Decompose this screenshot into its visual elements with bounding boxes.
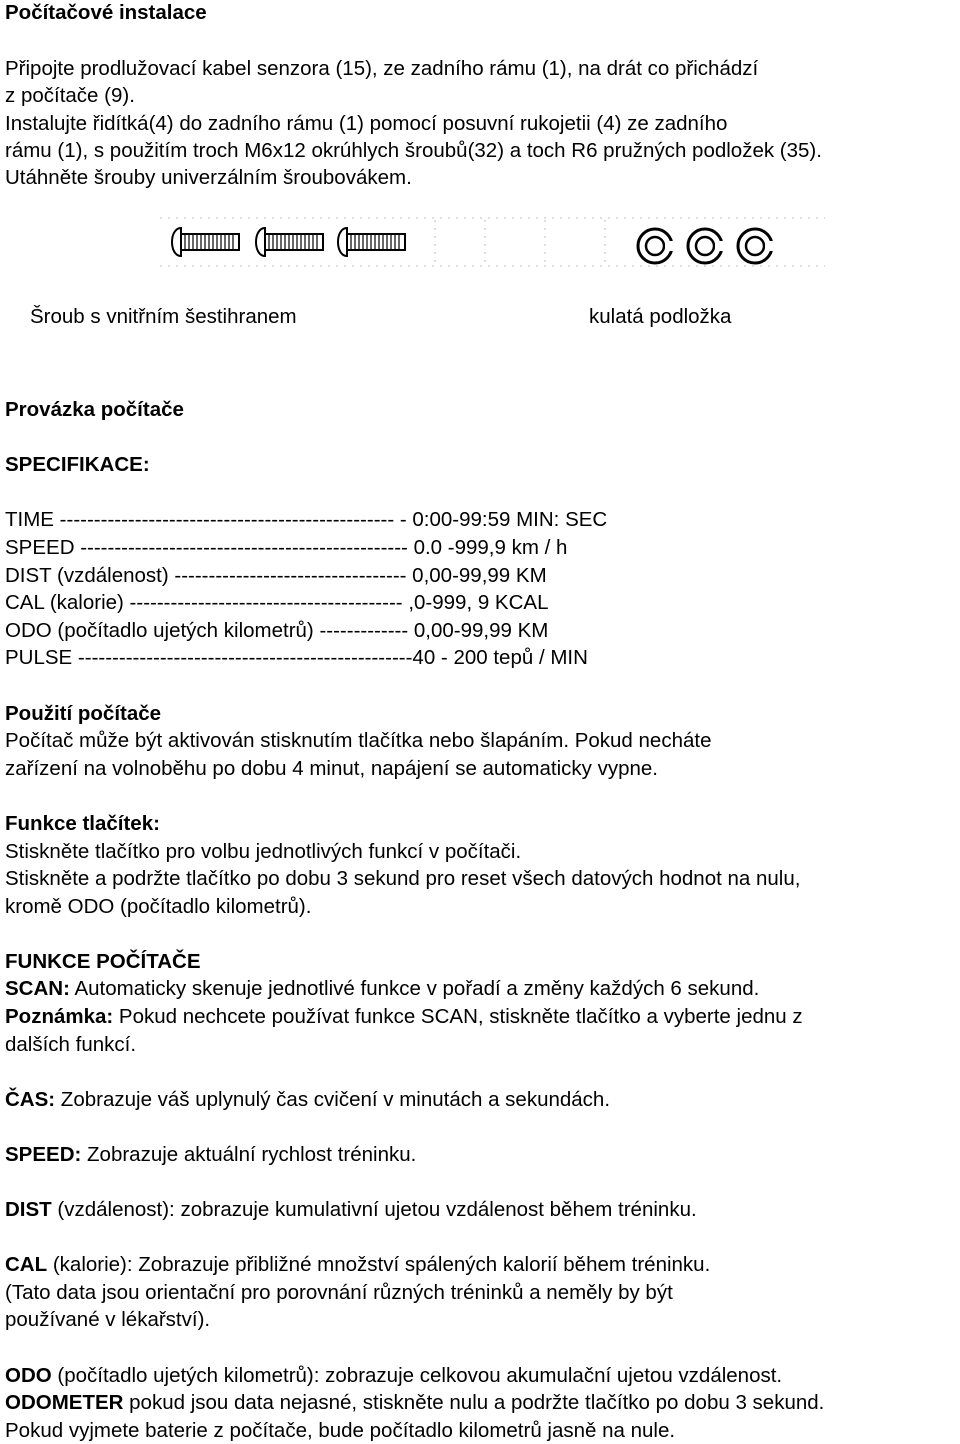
spec-row-speed: SPEED ------------------------------------------------ 0.0 -999,9 km / h	[5, 536, 568, 559]
screw-icon	[256, 228, 323, 256]
speed-term: SPEED:	[5, 1143, 82, 1166]
usage-heading: Použití počítače	[5, 702, 162, 725]
buttons-line-1: Stiskněte tlačítko pro volbu jednotlivých funkcí v počítači.	[5, 840, 522, 863]
odometer-line	[5, 1389, 824, 1416]
cal-line-2: (Tato data jsou orientační pro porovnání různých tréninků a neměly by být	[5, 1281, 673, 1304]
odometer-term: ODOMETER	[5, 1391, 124, 1414]
odo-term: ODO	[5, 1364, 52, 1387]
odo-text: (počítadlo ujetých kilometrů): zobrazuje celkovou akumulační ujetou vzdálenost.	[51, 1364, 783, 1387]
washer-label: kulatá podložka	[589, 305, 732, 328]
scan-text: Automaticky skenuje jednotlivé funkce v pořadí a změny každých 6 sekund.	[69, 977, 760, 1000]
install-heading: Počítačové instalace	[5, 1, 207, 24]
scan-term: SCAN:	[5, 977, 70, 1000]
screw-icon	[338, 228, 405, 256]
odo-line	[5, 1362, 782, 1389]
usage-line-2: zařízení na volnoběhu po dobu 4 minut, napájení se automaticky vypne.	[5, 757, 659, 780]
screw-label: Šroub s vnitřním šestihranem	[30, 305, 297, 328]
cal-line	[5, 1251, 710, 1278]
cable-heading: Provázka počítače	[5, 398, 184, 421]
spec-row-time: TIME ------------------------------------------------- - 0:00-99:59 MIN: SEC	[5, 508, 608, 531]
install-line-2: z počítače (9).	[5, 84, 135, 107]
cal-line-3: používané v lékařství).	[5, 1308, 211, 1331]
spec-row-pulse: PULSE -------------------------------------------------40 - 200 tepů / MIN	[5, 646, 588, 669]
buttons-line-2: Stiskněte a podržte tlačítko po dobu 3 sekund pro reset všech datových hodnot na nulu,	[5, 867, 801, 890]
note-term: Poznámka:	[5, 1005, 114, 1028]
functions-heading: FUNKCE POČÍTAČE	[5, 950, 201, 973]
install-line-5: Utáhněte šrouby univerzálním šroubovákem.	[5, 166, 412, 189]
speed-text: Zobrazuje aktuální rychlost tréninku.	[81, 1143, 417, 1166]
dist-term: DIST	[5, 1198, 52, 1221]
install-line-3: Instalujte řidítká(4) do zadního rámu (1) pomocí posuvní rukojetii (4) ze zadního	[5, 112, 728, 135]
cal-term: CAL	[5, 1253, 48, 1276]
time-text: Zobrazuje váš uplynulý čas cvičení v minutách a sekundách.	[55, 1088, 611, 1111]
spec-heading: SPECIFIKACE:	[5, 453, 150, 476]
note-text: Pokud nechcete používat funkce SCAN, stiskněte tlačítko a vyberte jednu z	[113, 1005, 803, 1028]
usage-line-1: Počítač může být aktivován stisknutím tlačítka nebo šlapáním. Pokud necháte	[5, 729, 712, 752]
time-term: ČAS:	[5, 1088, 56, 1111]
note-line-2: dalších funkcí.	[5, 1033, 137, 1056]
parts-illustration	[145, 210, 835, 272]
dist-line	[5, 1196, 697, 1223]
washer-icon	[738, 229, 777, 263]
time-line	[5, 1086, 610, 1113]
buttons-line-3: kromě ODO (počítadlo kilometrů).	[5, 895, 312, 918]
install-line-1: Připojte prodlužovací kabel senzora (15), ze zadního rámu (1), na drát co přichádzí	[5, 57, 759, 80]
speed-line	[5, 1141, 416, 1168]
scan-line	[5, 975, 759, 1002]
odometer-text: pokud jsou data nejasné, stiskněte nulu a podržte tlačítko po dobu 3 sekund.	[123, 1391, 825, 1414]
screw-icon	[172, 228, 239, 256]
spec-row-odo: ODO (počítadlo ujetých kilometrů) ------------- 0,00-99,99 KM	[5, 619, 549, 642]
spec-row-cal: CAL (kalorie) ---------------------------------------- ,0-999, 9 KCAL	[5, 591, 549, 614]
washer-icon	[638, 229, 677, 263]
dist-text: (vzdálenost): zobrazuje kumulativní ujetou vzdálenost během tréninku.	[51, 1198, 697, 1221]
washer-icon	[688, 229, 727, 263]
install-line-4: rámu (1), s použitím troch M6x12 okrúhlych šroubů(32) a toch R6 pružných podložek (35).	[5, 139, 822, 162]
odometer-line-2: Pokud vyjmete baterie z počítače, bude počítadlo kilometrů jasně na nule.	[5, 1419, 676, 1442]
buttons-heading: Funkce tlačítek:	[5, 812, 160, 835]
spec-row-dist: DIST (vzdálenost) ---------------------------------- 0,00-99,99 KM	[5, 564, 547, 587]
cal-text: (kalorie): Zobrazuje přibližné množství spálených kalorií během tréninku.	[47, 1253, 711, 1276]
note-line	[5, 1003, 803, 1030]
